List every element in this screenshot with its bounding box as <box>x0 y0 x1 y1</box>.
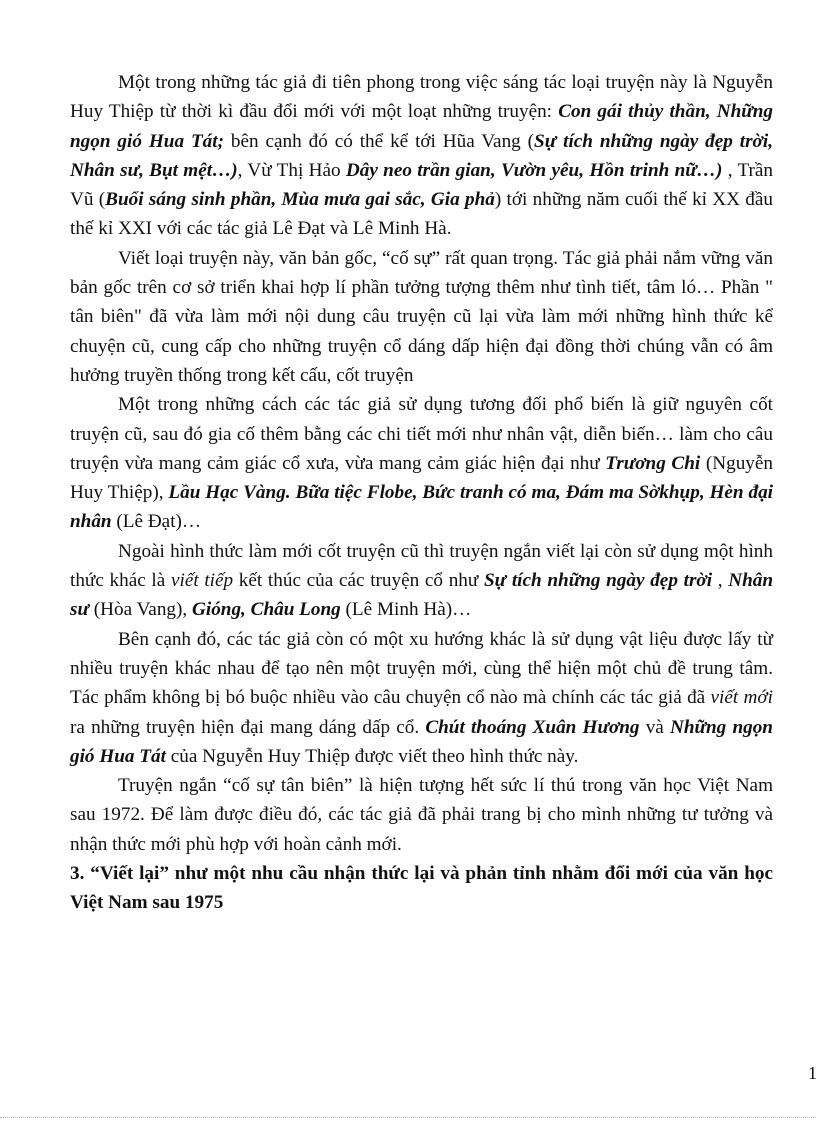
text-run-bold-italic: Buổi sáng sinh phần, Mùa mưa gai sắc, Gia phả <box>105 189 495 211</box>
section-heading: 3. “Viết lại” như một nhu cầu nhận thức lại và phản tỉnh nhằm đổi mới của văn học Việt Nam sau 1975 <box>70 863 773 914</box>
paragraph-original-text <box>70 244 773 390</box>
text-run-plain: ) tới những năm cuối thế kỉ XX đầu thế kỉ XXI với các tác giả Lê Đạt và Lê Minh Hà. <box>70 189 774 240</box>
text-run-plain: bên cạnh đó có thể kể tới Hũa Vang ( <box>223 130 535 152</box>
text-run-bold-italic: Nhân sư <box>70 570 774 621</box>
text-run-bold-italic: Con gái thủy thần, Những ngọn gió Hua Tát; <box>70 101 773 152</box>
text-run-plain: của Nguyễn Huy Thiệp được viết theo hình thức này. <box>165 745 579 767</box>
text-run-plain: (Lê Đạt)… <box>111 511 202 533</box>
text-run-plain: ra những truyện hiện đại mang dáng dấp cổ. <box>70 716 426 738</box>
text-run-plain: và <box>639 716 670 738</box>
text-run-bold-italic: Trương Chi <box>605 452 701 474</box>
text-run-bold-italic: Những ngọn gió Hua Tát <box>70 716 773 767</box>
text-run-plain: , Trần Vũ ( <box>70 159 773 211</box>
text-run-italic: viết mới <box>710 687 773 709</box>
text-run-plain: Viết loại truyện này, văn bản gốc, “cố sự” rất quan trọng. Tác giả phải nắm vững văn bản gốc trên cơ sở triển khai hợp lí phần tưởng tượng thêm như tình tiết, tâm ló… Phần " tân biên" đã vừa làm mới nội dung câu truyện cũ lại vừa làm mới những hình thức kể chuyện cũ, cung cấp cho những truyện cổ dáng dấp hiện đại đồng thời chúng vẫn có âm hưởng truyền thống trong kết cấu, cốt truyện <box>70 247 773 386</box>
text-run-bold-italic: Lầu Hạc Vàng. Bữa tiệc Flobe, Bức tranh có ma, Đám ma Sờkhụp, Hèn đại nhân <box>70 482 773 533</box>
text-run-plain: , <box>712 570 729 592</box>
text-run-bold-italic: Gióng, Châu Long <box>192 599 341 621</box>
text-run-plain: kết thúc của các truyện cổ như <box>233 570 484 592</box>
text-run-italic: viết tiếp <box>170 570 234 592</box>
text-run-plain: (Nguyễn Huy Thiệp), <box>70 452 773 504</box>
document-page <box>70 68 773 918</box>
paragraph-writing-continuation <box>70 537 773 625</box>
text-run-bold-italic: Dây neo trần gian, Vườn yêu, Hồn trinh nữ…) <box>345 159 723 181</box>
text-run-plain: Một trong những tác giả đi tiên phong trong việc sáng tác loại truyện này là Nguyễn Huy Thiệp từ thời kì đầu đổi mới với một loạt những truyện: <box>70 72 773 123</box>
text-run-plain: Ngoài hình thức làm mới cốt truyện cũ thì truyện ngắn viết lại còn sử dụng một hình thức khác là <box>70 540 773 592</box>
text-run-plain: , Vừ Thị Hảo <box>237 159 346 181</box>
text-run-plain: Truyện ngắn “cố sự tân biên” là hiện tượng hết sức lí thú trong văn học Việt Nam sau 1972. Để làm được điều đó, các tác giả đã phải trang bị cho mình những tư tưởng và nhận thức mới phù hợp với hoàn cảnh mới. <box>70 775 773 855</box>
text-run-plain: (Hòa Vang), <box>88 599 192 621</box>
page-number: 1 <box>808 1063 817 1083</box>
text-run-plain: (Lê Minh Hà)… <box>340 599 472 621</box>
paragraph-new-material <box>70 625 773 771</box>
paragraph-pioneers <box>70 68 773 244</box>
paragraph-conclusion <box>70 771 773 859</box>
text-run-bold-italic: Sự tích những ngày đẹp trời <box>483 570 713 592</box>
text-run-plain: Bên cạnh đó, các tác giả còn có một xu hướng khác là sử dụng vật liệu được lấy từ nhiều truyện khác nhau để tạo nên một truyện mới, cùng thể hiện một chủ đề trung tâm. Tác phẩm không bị bó buộc nhiều vào câu chuyện cổ nào mà chính các tác giả đã <box>70 628 773 709</box>
paragraph-keeping-plot <box>70 390 773 536</box>
text-run-bold-italic: Chút thoáng Xuân Hương <box>425 716 640 738</box>
text-run-plain: Một trong những cách các tác giả sử dụng tương đối phổ biến là giữ nguyên cốt truyện cũ, sau đó gia cố thêm bằng các chi tiết mới như nhân vật, diễn biến… làm cho câu truyện vừa mang cảm giác cổ xưa, vừa mang cảm giác hiện đại như <box>70 394 773 474</box>
text-run-bold-italic: Sự tích những ngày đẹp trời, Nhân sư, Bụt mệt…) <box>70 130 773 181</box>
bottom-divider <box>0 1117 816 1118</box>
